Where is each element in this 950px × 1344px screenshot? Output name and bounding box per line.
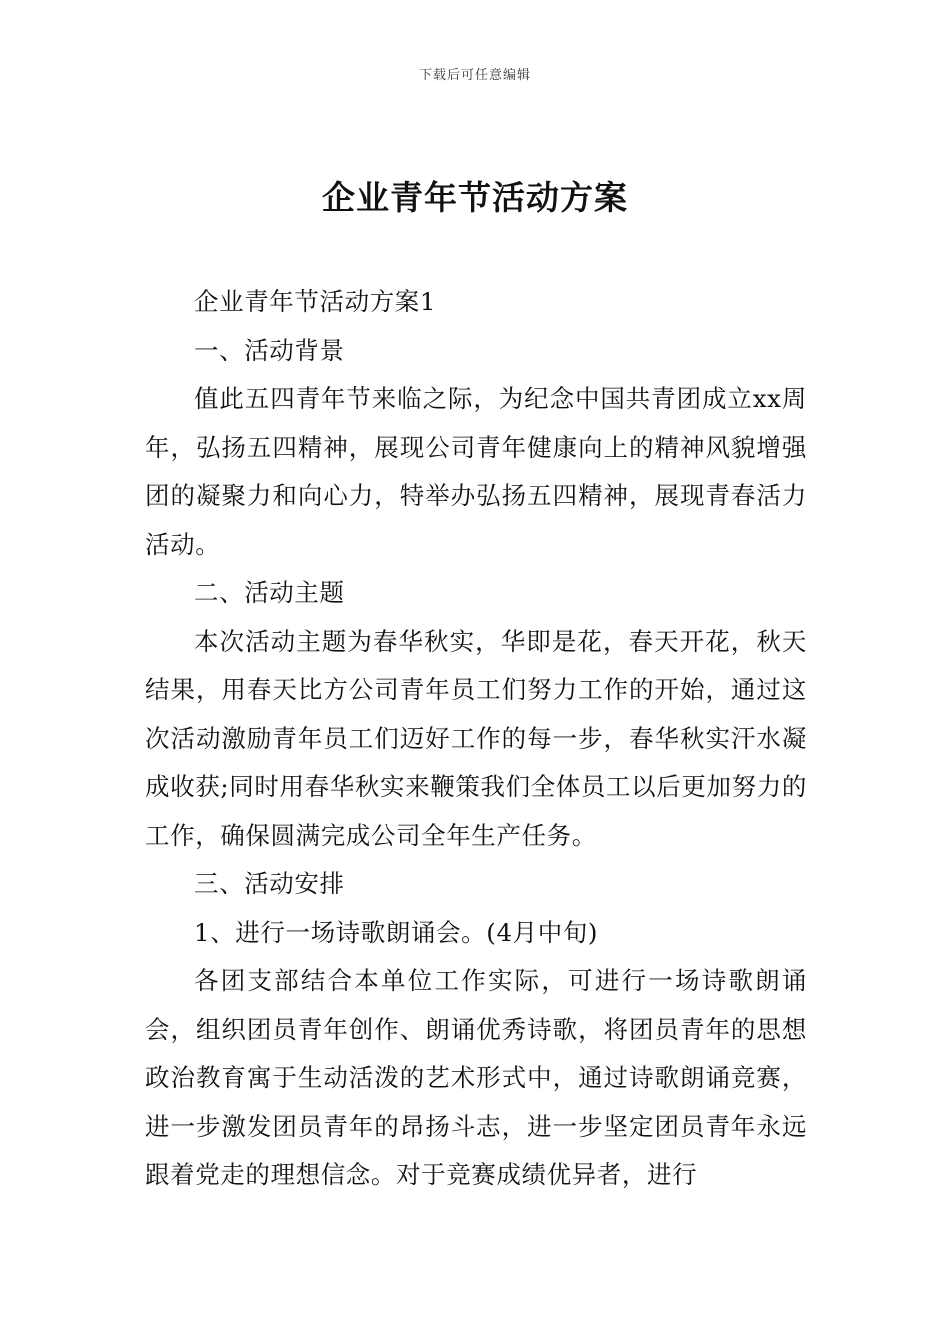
document-title: 企业青年节活动方案 [322,178,628,217]
heading-theme: 二、活动主题 [194,578,345,607]
header-note: 下载后可任意编辑 [418,68,531,83]
section-subtitle: 企业青年节活动方案1 [194,287,437,316]
item-poetry-reading: 1、进行一场诗歌朗诵会。(4月中旬) [194,917,599,947]
paragraph-background: 值此五四青年节来临之际，为纪念中国共青团成立xx周年，弘扬五四精神，展现公司青年健康向上的精神风貌增强团的凝聚力和向心力，特举办弘扬五四精神，展现青春活力活动。 [145,384,807,559]
document-body [145,278,807,1200]
paragraph-poetry-reading: 各团支部结合本单位工作实际，可进行一场诗歌朗诵会，组织团员青年创作、朗诵优秀诗歌，将团员青年的思想政治教育寓于生动活泼的艺术形式中，通过诗歌朗诵竞赛，进一步激发团员青年的昂扬斗志，进一步坚定团员青年永远跟着党走的理想信念。对于竞赛成绩优异者，进行 [145,966,807,1189]
paragraph-theme: 本次活动主题为春华秋实，华即是花，春天开花，秋天结果，用春天比方公司青年员工们努力工作的开始，通过这次活动激励青年员工们迈好工作的每一步，春华秋实汗水凝成收获;同时用春华秋实来鞭策我们全体员工以后更加努力的工作，确保圆满完成公司全年生产任务。 [145,626,807,850]
heading-background: 一、活动背景 [194,335,345,365]
heading-arrangement: 三、活动安排 [194,869,345,898]
